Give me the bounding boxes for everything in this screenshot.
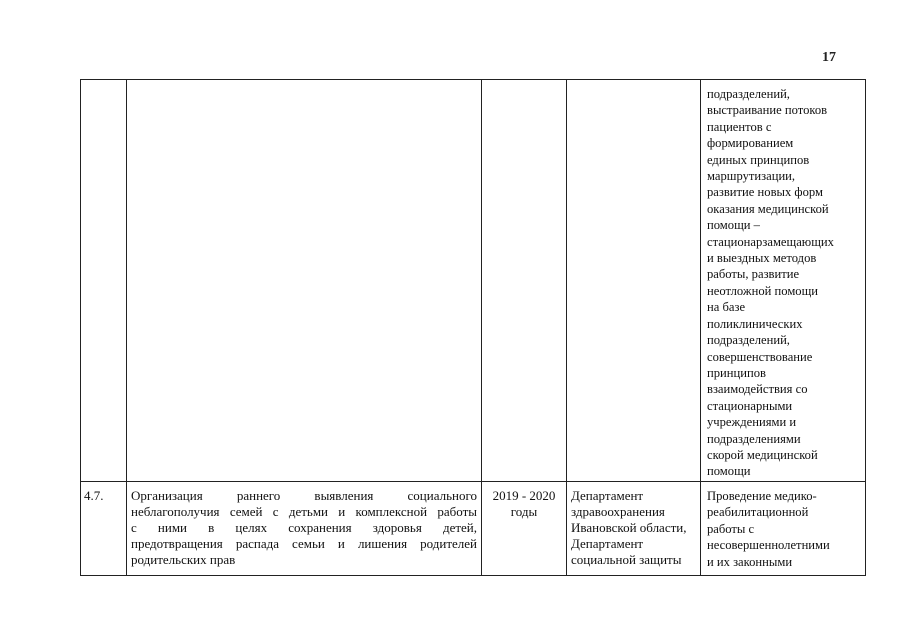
text-line: работы, развитие <box>707 267 800 282</box>
text-line: неотложной помощи <box>707 283 819 298</box>
result-cell <box>707 488 865 570</box>
text-line: и выездных методов <box>707 251 817 266</box>
text-line: предотвращения распада семьи и лишения родителей <box>131 536 477 551</box>
text-line: учреждениями и <box>707 415 797 430</box>
text-line: подразделений, <box>707 87 790 101</box>
text-line: Организация раннего выявления социального <box>131 488 477 503</box>
text-line: выстраивание потоков <box>707 103 828 118</box>
text-line: неблагополучия семей с детьми и комплексной работы <box>131 504 477 519</box>
text-line: поликлинических <box>707 316 803 331</box>
column-border <box>566 79 567 576</box>
text-line: на базе <box>707 300 746 315</box>
text-line: несовершеннолетними <box>707 538 830 553</box>
text-line: скорой медицинской <box>707 447 818 462</box>
measure-cell <box>131 488 477 568</box>
text-line: работы с <box>707 521 755 536</box>
row-number: 4.7. <box>84 488 104 503</box>
text-line: реабилитационной <box>707 505 809 520</box>
table-bottom-border <box>80 575 866 576</box>
text-line: подразделениями <box>707 431 801 446</box>
text-line: пациентов с <box>707 119 772 134</box>
text-line: годы <box>510 504 538 519</box>
text-line: стационарзамещающих <box>707 234 834 249</box>
row-separator <box>80 481 866 482</box>
text-line: взаимодействия со <box>707 382 808 397</box>
column-border <box>700 79 701 576</box>
text-line: принципов <box>707 365 766 380</box>
column-border <box>865 79 866 576</box>
page-number: 17 <box>822 50 836 65</box>
text-line: помощи – <box>707 218 760 233</box>
table-top-border <box>80 79 866 80</box>
continuation-result-cell <box>707 86 865 480</box>
column-border <box>80 79 81 576</box>
text-line: с ними в целях сохранения здоровья детей, <box>131 520 477 535</box>
text-line: Департамент <box>571 488 644 503</box>
text-line: Департамент <box>571 536 644 551</box>
text-line: здравоохранения <box>571 504 665 519</box>
text-line: Проведение медико- <box>707 489 817 503</box>
column-border <box>126 79 127 576</box>
text-line: стационарными <box>707 398 793 413</box>
text-line: подразделений, <box>707 333 790 348</box>
row-number-cell <box>84 488 124 504</box>
responsible-cell <box>571 488 699 568</box>
text-line: и их законными <box>707 554 793 569</box>
text-line: маршрутизации, <box>707 169 796 184</box>
text-line: единых принципов <box>707 152 810 167</box>
text-line: оказания медицинской <box>707 201 829 216</box>
text-line: родительских прав <box>131 552 236 567</box>
text-line: 2019 - 2020 <box>492 488 556 503</box>
column-border <box>481 79 482 576</box>
text-line: развитие новых форм <box>707 185 823 200</box>
period-cell <box>484 488 564 520</box>
text-line: Ивановской области, <box>571 520 687 535</box>
text-line: помощи <box>707 464 751 479</box>
text-line: совершенствование <box>707 349 813 364</box>
text-line: социальной защиты <box>571 552 682 567</box>
text-line: формированием <box>707 136 794 151</box>
